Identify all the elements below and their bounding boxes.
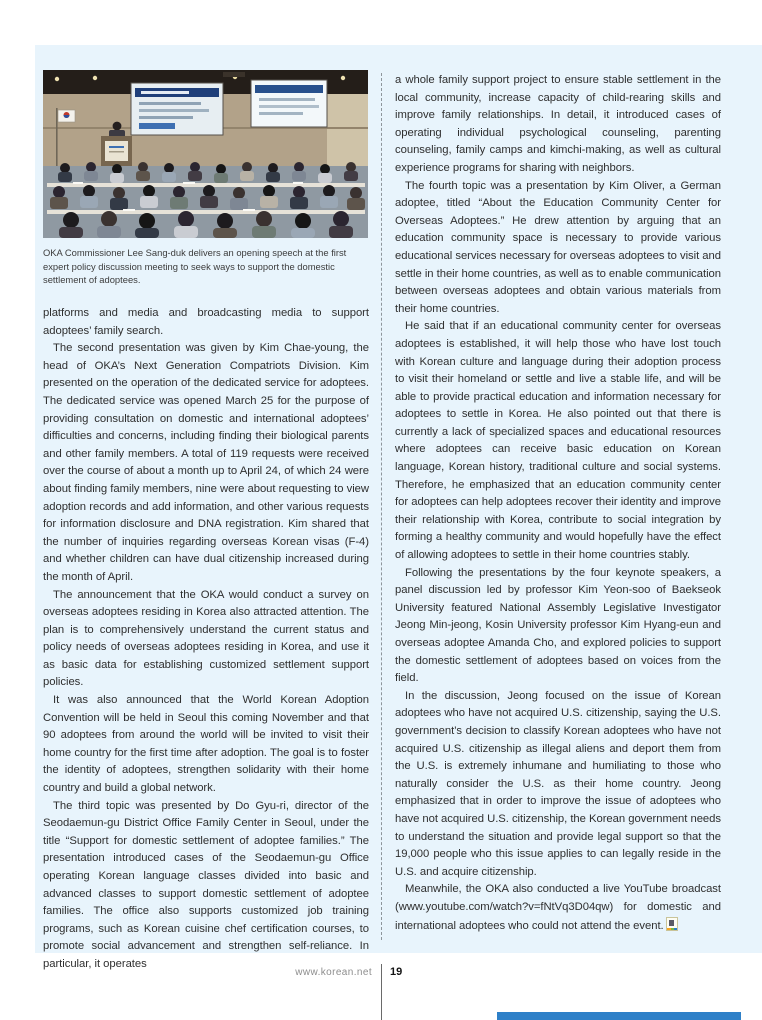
bottom-accent-bar <box>497 1012 741 1020</box>
right-column <box>395 72 721 935</box>
paragraph: The announcement that the OKA would conduct a survey on overseas adoptees residing in Korea also attracted attention. The plan is to comprehensively understand the current status and policy needs of overseas adoptees residing in Korea, and use it as basic data for establishing customized settlement support policies. <box>43 588 369 689</box>
footer-divider-line <box>381 964 382 1020</box>
paragraph: platforms and media and broadcasting media to support adoptees’ family search. <box>43 307 369 337</box>
paragraph: The second presentation was given by Kim Chae-young, the head of OKA’s Next Generation Compatriots Division. Kim presented on the operation of the dedicated service for adoptees. The dedicated service was opened March 25 for the purpose of providing consultation on domestic and international adoptees’ difficulties and concerns, including finding their biological parents and other family members. A total of 119 requests were received over the course of about a month up to April 24, of which 24 were about finding family members, nine were about requesting to view adoption records and add information, and other various requests for information disclosure and DNA registration. Kim shared that the number of inquiries regarding overseas Korean visas (F-4) and whether children can have dual citizenship increased during the month of April. <box>43 342 369 583</box>
paragraph-text: Meanwhile, the OKA also conducted a live YouTube broadcast (www.youtube.com/watch?v=fNtVq3D04qw) for domestic and international adoptees who could not attend the event. <box>395 883 721 932</box>
paragraph: It was also announced that the World Korean Adoption Convention will be held in Seoul this coming November and that 90 adoptees from around the world will be invited to visit their home country for the first time after adoption. The goal is to foster the identity of adoptees, strengthen solidarity with their home country and build a global network. <box>43 694 369 795</box>
paragraph: The third topic was presented by Do Gyu-ri, director of the Seodaemun-gu District Office Family Center in Seoul, under the title “Support for domestic settlement of adoptee families.” The presentation introduced cases of the Seodaemun-gu Office operating Korean language classes divided into basic and advanced classes to support domestic settlement of adoptee families. The office also supports customized job training programs, such as Korean cuisine chef certification courses, to promote social advancement and strengthen self-reliance. In particular, it operates <box>43 799 369 970</box>
footer-site-url: www.korean.net <box>295 967 372 978</box>
column-divider <box>381 73 382 940</box>
paragraph: In the discussion, Jeong focused on the issue of Korean adoptees who have not acquired U.S. citizenship, saying the U.S. government’s decision to classify Korean adoptees who have not acquired U.S. citizenship as illegal aliens and deport them from the U.S. is extremely inhumane and humiliating to those who naturally consider the U.S. as their home country. Jeong emphasized that in order to improve the issue of adoptees who have not acquired U.S. citizenship, the Korean government needs to understand the situation and provide legal support so that the 19,000 people who this issue applies to can legally reside in the U.S. and acquire citizenship. <box>395 689 721 878</box>
end-of-article-mark-icon <box>666 917 678 931</box>
projection-screen-left <box>131 83 223 135</box>
paragraph <box>395 881 721 935</box>
photo-caption: OKA Commissioner Lee Sang-duk delivers an opening speech at the first expert policy discussion meeting to seek ways to support the domestic settlement of adoptees. <box>43 247 347 286</box>
paragraph: a whole family support project to ensure stable settlement in the local community, increase capacity of child-rearing skills and improve family relationships. In detail, it introduced cases of operating individual psychological counseling, parenting counseling, family camps and kimchi-making, as well as cultural experience programs for sharing with neighbors. <box>395 74 721 174</box>
paragraph: Following the presentations by the four keynote speakers, a panel discussion led by professor Kim Yeon-soo of Baekseok University featured National Assembly Legislative Investigator Jeong Min-jeong, Kosin University professor Kim Hyang-eun and overseas adoptee Amanda Cho, and explored policies to support the domestic settlement of adoptees based on voices from the field. <box>395 566 721 685</box>
page-number: 19 <box>390 966 403 978</box>
projection-screen-right <box>251 80 327 127</box>
conference-photo-art <box>43 70 368 238</box>
paragraph: The fourth topic was a presentation by Kim Oliver, a German adoptee, titled “About the Education Community Center for Overseas Adoptees.” He drew attention by arguing that an education community space is necessary to provide various educational services necessary for overseas adoptees to visit and settle in their home countries, as well as to enable communication between overseas adoptees and obtain various materials from their home countries. <box>395 179 721 315</box>
paragraph: He said that if an educational community center for overseas adoptees is established, it will help those who have lost touch with Korean culture and language during their adoption process to visit their homeland or settle and live a stable life, and will be able to provide practical education and information necessary for adoptees to settle in Korea. He also pointed out that there is currently a lack of specialized spaces and educational resources where adoptees can receive basic education on Korean language, Korean history, traditional culture and social systems. Therefore, he emphasized that an education community center for adoptees can help adoptees recover their identity and improve their relationship with Korea, contribute to social integration by forming a healthy community and would hopefully have the effect of allowing adoptees to settle in their home countries stably. <box>395 320 721 562</box>
left-column <box>43 305 369 974</box>
conference-photo <box>43 70 368 238</box>
content-panel <box>35 45 762 970</box>
